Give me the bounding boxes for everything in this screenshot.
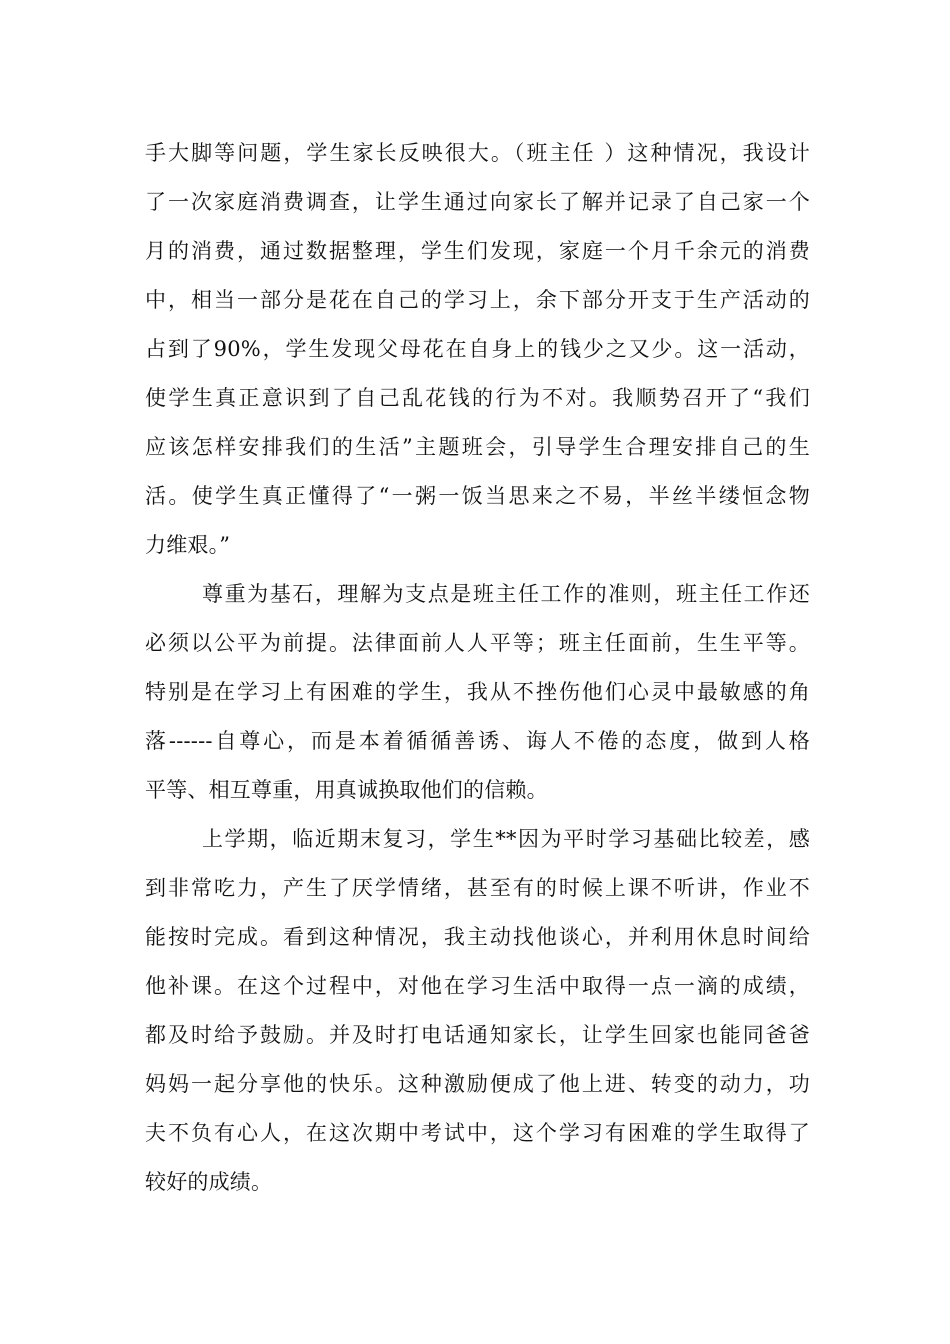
paragraph-line: 占到了90%，学生发现父母花在自身上的钱少之又少。这一活动， bbox=[145, 337, 810, 361]
paragraph-line: 能按时完成。看到这种情况，我主动找他谈心，并利用休息时间给 bbox=[145, 925, 810, 949]
paragraph-line: 上学期，临近期末复习，学生**因为平时学习基础比较差，感 bbox=[202, 827, 810, 851]
paragraph-line: 必须以公平为前提。法律面前人人平等；班主任面前，生生平等。 bbox=[145, 631, 810, 655]
paragraph-line: 尊重为基石，理解为支点是班主任工作的准则，班主任工作还 bbox=[202, 582, 810, 606]
paragraph-line: 到非常吃力，产生了厌学情绪，甚至有的时候上课不听讲，作业不 bbox=[145, 876, 810, 900]
paragraph-line: 夫不负有心人，在这次期中考试中，这个学习有困难的学生取得了 bbox=[145, 1121, 810, 1145]
document-body bbox=[145, 129, 810, 1207]
paragraph-line: 月的消费，通过数据整理，学生们发现，家庭一个月千余元的消费 bbox=[145, 239, 810, 263]
paragraph-line: 力维艰。” bbox=[145, 533, 231, 557]
paragraph-line: 他补课。在这个过程中，对他在学习生活中取得一点一滴的成绩， bbox=[145, 974, 810, 998]
paragraph-line: 落------自尊心，而是本着循循善诱、诲人不倦的态度，做到人格 bbox=[145, 729, 810, 753]
paragraph-line: 妈妈一起分享他的快乐。这种激励便成了他上进、转变的动力，功 bbox=[145, 1072, 810, 1096]
paragraph-line: 应该怎样安排我们的生活”主题班会，引导学生合理安排自己的生 bbox=[145, 435, 810, 459]
paragraph-line: 活。使学生真正懂得了“一粥一饭当思来之不易，半丝半缕恒念物 bbox=[145, 484, 810, 508]
paragraph-line: 平等、相互尊重，用真诚换取他们的信赖。 bbox=[145, 778, 548, 802]
paragraph-line: 都及时给予鼓励。并及时打电话通知家长，让学生回家也能同爸爸 bbox=[145, 1023, 810, 1047]
paragraph-line: 特别是在学习上有困难的学生，我从不挫伤他们心灵中最敏感的角 bbox=[145, 680, 810, 704]
paragraph-3 bbox=[145, 815, 810, 1207]
paragraph-line: 使学生真正意识到了自己乱花钱的行为不对。我顺势召开了“我们 bbox=[145, 386, 810, 410]
paragraph-line: 手大脚等问题，学生家长反映很大。（班主任 ）这种情况，我设计 bbox=[145, 141, 810, 165]
paragraph-line: 中，相当一部分是花在自己的学习上，余下部分开支于生产活动的 bbox=[145, 288, 810, 312]
paragraph-2 bbox=[145, 570, 810, 815]
paragraph-1 bbox=[145, 129, 810, 570]
paragraph-line: 了一次家庭消费调查，让学生通过向家长了解并记录了自己家一个 bbox=[145, 190, 810, 214]
paragraph-line: 较好的成绩。 bbox=[145, 1170, 273, 1194]
